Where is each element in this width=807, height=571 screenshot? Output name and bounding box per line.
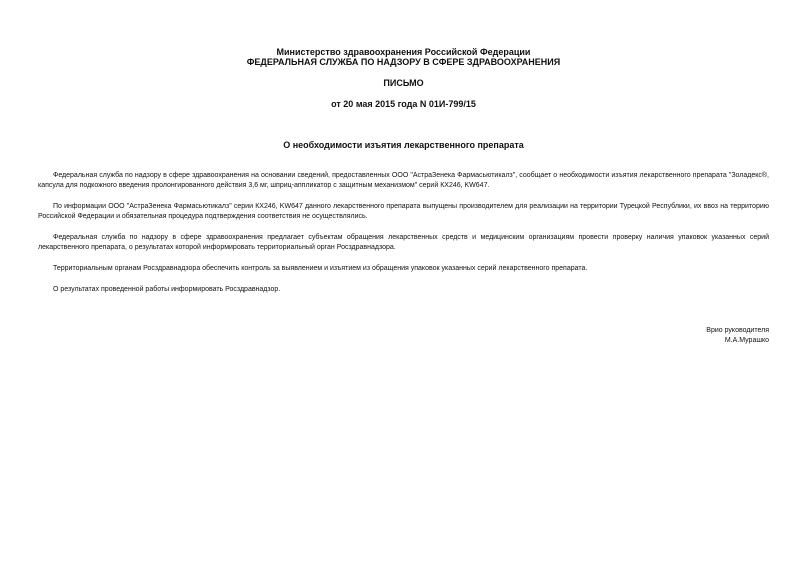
paragraph-inspection-request: Федеральная служба по надзору в сфере здравоохранения предлагает субъектам обращения лекарственных средств и медицинским организациям провести проверку наличия упаковок указанных серий лекарственного препарата, о результатах которой информировать территориальный орган Росздравнадзора. (38, 234, 769, 251)
paragraph-batch-info: По информации ООО "АстраЗенека Фармасьютикалз" серии КХ246, KW647 данного лекарственного препарата выпущены производителем для реализации на территории Турецкой Республики, их ввоз на территорию Российской Федерации и обязательная процедура подтверждения соответствия не осуществлялись. (38, 203, 769, 220)
ministry-name: Министерство здравоохранения Российской Федерации (276, 47, 531, 57)
paragraph-recall-notice: Федеральная служба по надзору в сфере здравоохранения на основании сведений, предоставленных ООО "АстраЗенека Фармасьютикалз", сообщает о необходимости изъятия лекарственного препарата "Золадекс®, капсула для подкожного введения пролонгированного действия 3,6 мг, шприц-аппликатор с защитным механизмом" серий КХ246, KW647. (38, 172, 769, 189)
service-name: ФЕДЕРАЛЬНАЯ СЛУЖБА ПО НАДЗОРУ В СФЕРЕ ЗДРАВООХРАНЕНИЯ (246, 57, 561, 67)
paragraph-report-results: О результатах проведенной работы информировать Росздравнадзор. (53, 286, 281, 293)
paragraph-territorial-control: Территориальным органам Росздравнадзора обеспечить контроль за выявлением и изъятием из обращения упаковок указанных серий лекарственного препарата. (53, 265, 588, 272)
document-subject: О необходимости изъятия лекарственного препарата (283, 140, 524, 150)
document-type: ПИСЬМО (383, 78, 424, 88)
signature-title: Врио руководителя (706, 327, 769, 334)
signature-name: М.А.Мурашко (724, 337, 769, 344)
document-date-number: от 20 мая 2015 года N 01И-799/15 (331, 99, 476, 109)
